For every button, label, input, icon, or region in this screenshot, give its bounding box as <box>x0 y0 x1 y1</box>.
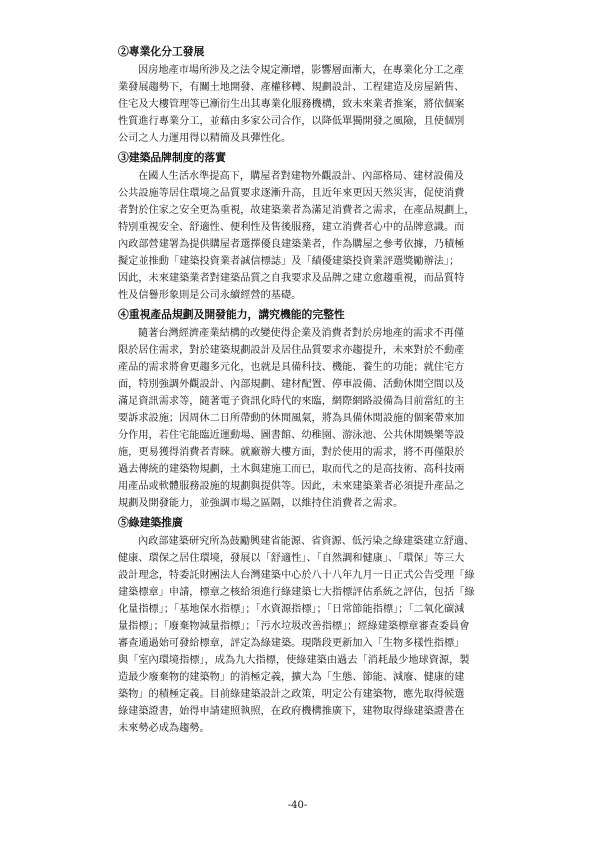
paragraph-line: 要訴求設施；因周休二日所帶動的休閒風氣，將為具備休閒設施的個案帶來加 <box>118 413 465 424</box>
paragraph-line: 用產品或軟體服務設施的規劃與提供等。因此，未來建築業者必須提升產品之 <box>118 481 465 492</box>
section-heading: ③建築品牌制度的落實 <box>118 151 226 164</box>
paragraph-line: 審查通過始可發給標章，評定為綠建築。現階段更新加入「生物多樣性指標」 <box>118 638 465 649</box>
paragraph-line: 滿足資訊需求等，隨著電子資訊化時代的來臨，網際網路設備為目前當紅的主 <box>118 396 465 407</box>
paragraph-line: 內政部建築研究所為鼓勵興建省能源、省資源、低污染之綠建築建立舒適、 <box>138 536 475 547</box>
paragraph-line: 築物」的積極定義。目前綠建築設計之政策，明定公有建築物，應先取得候選 <box>118 689 465 700</box>
section-product-planning <box>118 307 538 512</box>
paragraph-line: 擬定並推動「建築投資業者誠信標誌」及「績優建築投資業評選獎勵辦法」； <box>118 256 460 267</box>
document-body <box>118 44 538 740</box>
paragraph-line: 健康、環保之居住環境，發展以「舒適性」、「自然調和健康」、「環保」等三大 <box>118 553 465 564</box>
paragraph-line: 公共設施等居住環境之品質要求逐漸升高，且近年來更因天然災害，促使消費 <box>118 188 465 199</box>
paragraph-line: 規劃及開發能力，並強調市場之區隔，以維持住消費者之需求。 <box>118 498 404 509</box>
section-heading: ②專業化分工發展 <box>118 45 205 58</box>
paragraph-line: 造最少廢棄物的建築物」的消極定義，擴大為「生態、節能、減廢、健康的建 <box>118 672 465 683</box>
paragraph-line: 特別重視安全、舒適性、便利性及售後服務，建立消費者心中的品牌意識。而 <box>118 222 465 233</box>
paragraph-line: 內政部營建署為提供購屋者選擇優良建築業者，作為購屋之參考依據，乃積極 <box>118 239 465 250</box>
section-heading: ⑤綠建築推廣 <box>118 516 183 529</box>
paragraph-line: 業發展趨勢下，有關土地開發、產權移轉、規劃設計、工程建造及房屋銷售、 <box>118 82 465 93</box>
paragraph-line: 化量指標」；「基地保水指標」；「水資源指標」；「日常節能指標」；「二氧化碳減 <box>118 604 465 615</box>
paragraph-line: 住宅及大樓管理等已漸衍生出其專業化服務機構，致未來業者推案，將依個案 <box>118 99 465 110</box>
paragraph-line: 者對於住家之安全更為重視，故建築業者為滿足消費者之需求，在產品規劃上， <box>118 205 475 216</box>
paragraph-line: 建築標章」申請，標章之核給須進行綠建築七大指標評估系統之評估，包括「綠 <box>118 587 475 598</box>
section-paragraph <box>118 62 538 147</box>
paragraph-line: 產品的需求將會更趨多元化，也就是具備科技、機能、養生的功能；就住宅方 <box>118 362 465 373</box>
paragraph-line: 未來勢必成為趨勢。 <box>118 723 210 734</box>
paragraph-line: 性及信譽形象則是公司永續經營的基礎。 <box>118 290 302 301</box>
section-specialization <box>118 44 538 147</box>
paragraph-line: 在國人生活水準提高下，購屋者對建物外觀設計、內部格局、建材設備及 <box>138 171 464 182</box>
section-brand-system <box>118 150 538 304</box>
section-green-building <box>118 515 538 737</box>
paragraph-line: 量指標」；「廢棄物減量指標」；「污水垃圾改善指標」；經綠建築標章審查委員會 <box>118 621 470 632</box>
paragraph-line: 過去傳統的建築物規劃，土木與建施工而已，取而代之的是高技術、高科技兩 <box>118 464 465 475</box>
paragraph-line: 性質進行專業分工，並藉由多家公司合作，以降低單獨開發之風險，且使個別 <box>118 116 465 127</box>
section-heading: ④重視產品規劃及開發能力，講究機能的完整性 <box>118 308 345 321</box>
paragraph-line: 公司之人力運用得以精簡及具彈性化。 <box>118 133 292 144</box>
paragraph-line: 施，更易獲得消費者青睞。就廠辦大樓方面，對於使用的需求，將不再僅限於 <box>118 447 465 458</box>
paragraph-line: 限於居住需求，對於建築規劃設計及居住品質要求亦趨提升，未來對於不動產 <box>118 345 465 356</box>
paragraph-line: 與「室內環境指標」，成為九大指標，使綠建築由過去「消耗最少地球資源，製 <box>118 655 470 666</box>
paragraph-line: 綠建築證書，始得申請建照執照，在政府機構推廣下，建物取得綠建築證書在 <box>118 706 465 717</box>
paragraph-line: 因房地產市場所涉及之法令規定漸增，影響層面漸大，在專業化分工之產 <box>138 65 464 76</box>
paragraph-line: 設計理念，特委託財團法人台灣建築中心於八十八年九月一日正式公告受理「綠 <box>118 570 475 581</box>
section-paragraph <box>118 168 538 304</box>
section-paragraph <box>118 533 538 737</box>
paragraph-line: 隨著台灣經濟產業結構的改變使得企業及消費者對於房地產的需求不再僅 <box>138 328 464 339</box>
paragraph-line: 面，特別強調外觀設計、內部規劃、建材配置、停車設備、活動休閒空間以及 <box>118 379 465 390</box>
section-paragraph <box>118 325 538 512</box>
paragraph-line: 分作用，若住宅能臨近運動場、圖書館、幼稚園、游泳池、公共休閒娛樂等設 <box>118 430 465 441</box>
paragraph-line: 因此，未來建築業者對建築品質之自我要求及品牌之建立愈趨重視，而品質特 <box>118 273 465 284</box>
page-number: -40- <box>287 800 308 811</box>
